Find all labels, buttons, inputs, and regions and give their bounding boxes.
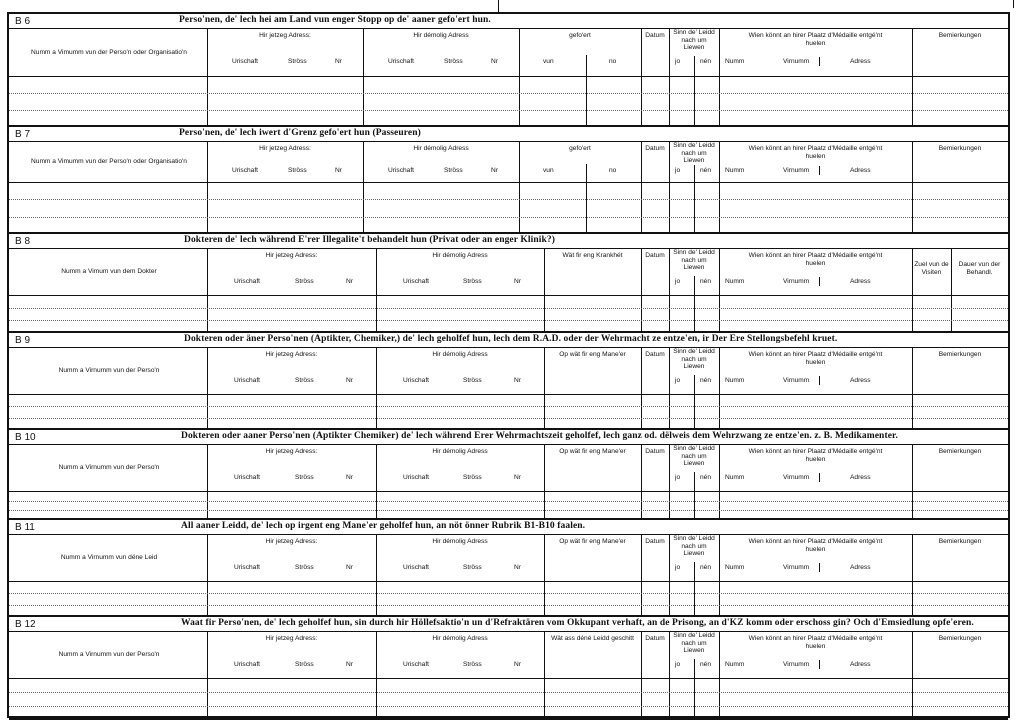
nr-label: Nr (335, 58, 342, 65)
section-header (9, 127, 1008, 142)
section-title: Dokteren de' lech während E'rer Illegalite't behandelt hun (Privat oder an enger Klinik?) (184, 235, 555, 245)
section-table (9, 29, 1008, 127)
column-line (544, 445, 545, 518)
virnumm-label: Virnumm (783, 564, 810, 571)
nen-label: nén (700, 474, 712, 481)
datum-header: Datum (645, 351, 665, 358)
current-address-header: Hir jetzeg Adress: (265, 538, 318, 545)
section-code: B 11 (15, 522, 35, 533)
column-line (363, 142, 364, 232)
row-line (9, 491, 1008, 492)
special-sub-no: no (609, 167, 617, 174)
dotted-row-line (9, 406, 1008, 407)
nr-label: Nr (514, 474, 521, 481)
numm-label: Numm (725, 278, 745, 285)
nr-label: Nr (491, 167, 498, 174)
medaille-tick (819, 563, 820, 572)
previous-address-header: Hir démolig Adress (432, 448, 488, 455)
column-line (641, 445, 642, 518)
urschaft-label: Urischaft (403, 564, 430, 571)
column-line (641, 142, 642, 232)
name-column-header: Numm a Virnumm vun dëne Leid (60, 554, 158, 561)
column-line (376, 535, 377, 615)
section-table (9, 632, 1008, 720)
column-line (376, 348, 377, 428)
previous-address-header: Hir démolig Adress (413, 145, 469, 152)
name-column-header: Numm a Virnumm vun der Perso'n (58, 464, 160, 471)
nen-label: nén (700, 377, 712, 384)
dotted-row-line (9, 418, 1008, 419)
section-b-9 (9, 333, 1008, 430)
medaille-header: Wien könnt an hirer Plaatz d'Médaille entgé'nt huelen (748, 448, 883, 463)
dotted-row-line (9, 605, 1008, 606)
datum-header: Datum (645, 538, 665, 545)
alive-subcolumn-line (694, 56, 695, 125)
stross-label: Ströss (288, 58, 307, 65)
numm-label: Numm (725, 564, 745, 571)
stross-label: Ströss (295, 661, 314, 668)
datum-header: Datum (645, 635, 665, 642)
urschaft-label: Urischaft (234, 564, 261, 571)
urschaft-label: Urischaft (388, 58, 415, 65)
column-line (719, 142, 720, 232)
medaille-tick (819, 57, 820, 66)
alive-header: Sinn de' Leidd nach um Liewen (673, 142, 715, 164)
column-line (669, 249, 670, 331)
alive-subcolumn-line (694, 165, 695, 232)
previous-address-header: Hir démolig Adress (432, 252, 488, 259)
section-code: B 10 (15, 432, 36, 443)
urschaft-label: Urischaft (234, 377, 261, 384)
column-line (207, 535, 208, 615)
urschaft-label: Urischaft (403, 474, 430, 481)
section-title: All aaner Leidd, de' lech op irgent eng Mane'er geholfef hun, an nöt önner Rubrik B1-B10 faalen. (181, 521, 586, 531)
urschaft-label: Urischaft (234, 474, 261, 481)
section-code: B 6 (15, 16, 31, 27)
column-line (719, 445, 720, 518)
nr-label: Nr (514, 661, 521, 668)
dotted-row-line (9, 692, 1008, 693)
section-header (9, 234, 1008, 249)
column-line (719, 249, 720, 331)
numm-label: Numm (725, 474, 745, 481)
medaille-header: Wien könnt an hirer Plaatz d'Médaille entgé'nt huelen (748, 635, 883, 650)
medaille-header: Wien könnt an hirer Plaatz d'Médaille entgé'nt huelen (748, 32, 883, 47)
row-line (9, 295, 1008, 296)
dotted-row-line (9, 706, 1008, 707)
name-column-header: Numm a Virnumm vun der Perso'n (58, 367, 160, 374)
current-address-header: Hir jetzeg Adress: (259, 145, 311, 152)
top-crop-mark (498, 0, 499, 12)
column-line (641, 348, 642, 428)
alive-header: Sinn de' Leidd nach um Liewen (673, 535, 715, 557)
section-b-11 (9, 520, 1008, 617)
column-line (669, 445, 670, 518)
nr-label: Nr (514, 377, 521, 384)
medaille-header: Wien könnt an hirer Plaatz d'Médaille entgé'nt huelen (748, 145, 883, 160)
nr-label: Nr (335, 167, 342, 174)
column-line (669, 142, 670, 232)
stross-label: Ströss (295, 474, 314, 481)
stross-label: Ströss (463, 278, 482, 285)
special-subcolumn-line (586, 55, 587, 125)
section-title: Perso'nen, de' lech hei am Land vun enger Stopp op de' aaner gefo'ert hun. (179, 15, 491, 25)
current-address-header: Hir jetzeg Adress: (265, 635, 318, 642)
medaille-header: Wien könnt an hirer Plaatz d'Médaille entgé'nt huelen (748, 351, 883, 366)
column-line (912, 445, 913, 518)
special-column-header: Wät fir eng Krankhét (562, 252, 623, 259)
dotted-row-line (9, 510, 1008, 511)
section-code: B 7 (15, 129, 31, 140)
column-line (951, 249, 952, 331)
virnumm-label: Virnumm (783, 278, 810, 285)
column-line (207, 348, 208, 428)
alive-header: Sinn de' Leidd nach um Liewen (673, 29, 715, 51)
virnumm-label: Virnumm (783, 474, 810, 481)
section-b-10 (9, 430, 1008, 520)
stross-label: Ströss (295, 377, 314, 384)
remarks-header: Bemierkungen (938, 32, 982, 39)
jo-label: jo (675, 474, 681, 481)
special-column-header: Op wät fir eng Mane'er (559, 448, 626, 455)
section-b-8 (9, 234, 1008, 333)
virnumm-label: Virnumm (783, 167, 810, 174)
section-header (9, 617, 1008, 632)
datum-header: Datum (645, 32, 665, 39)
nr-label: Nr (514, 278, 521, 285)
column-line (376, 445, 377, 518)
dotted-row-line (9, 217, 1008, 218)
virnumm-label: Virnumm (783, 661, 810, 668)
section-title: Dokteren oder aaner Perso'nen (Aptikter Chemiker) de' lech während Erer Wehrmachtszeit geholfef, lech ganz od. dëlweis dem Wehrzwang ze entze'en. z. B. Medikamenter. (181, 431, 898, 441)
nr-label: Nr (346, 661, 353, 668)
column-line (544, 249, 545, 331)
column-line (641, 249, 642, 331)
remarks-header: Bemierkungen (938, 635, 982, 642)
section-title: Dokteren oder äner Perso'nen (Aptikter, Chemiker,) de' lech geholfef hun, lech dem R.A.D. oder der Wehrmacht ze entze'en, ir Der Ere Stellongsbefehl kruet. (184, 334, 838, 344)
row-line (9, 678, 1008, 679)
name-column-header: Numm a Virnumm vun der Perso'n (58, 651, 160, 658)
alive-subcolumn-line (694, 375, 695, 428)
virnumm-label: Virnumm (783, 377, 810, 384)
alive-header: Sinn de' Leidd nach um Liewen (673, 249, 715, 271)
row-line (9, 76, 1008, 77)
name-column-header: Numm a Vimum vun dem Dokter (61, 268, 157, 275)
section-table (9, 348, 1008, 430)
urschaft-label: Urischaft (232, 167, 259, 174)
medaille-header: Wien könnt an hirer Plaatz d'Médaille entgé'nt huelen (748, 538, 883, 553)
section-title: Waat fir Perso'nen, de' lech geholfef hun, sin durch hir Höllefsaktio'n un d'Refraktären vom Okkupant verhaft, an de Prisong, an d'KZ komm oder erschoss gin? Och d'Emsiedlung opfe'eren. (181, 618, 974, 628)
urschaft-label: Urischaft (403, 377, 430, 384)
section-code: B 9 (15, 335, 31, 346)
column-line (544, 348, 545, 428)
special-column-header: Op wät fir eng Mane'er (559, 351, 626, 358)
nen-label: nén (700, 167, 712, 174)
column-line (912, 348, 913, 428)
adress-label: Adress (850, 474, 871, 481)
current-address-header: Hir jetzeg Adress: (265, 252, 318, 259)
numm-label: Numm (725, 58, 745, 65)
urschaft-label: Urischaft (403, 661, 430, 668)
dotted-row-line (9, 320, 1008, 321)
column-line (641, 535, 642, 615)
remarks-header: Bemierkungen (938, 538, 982, 545)
medaille-tick (819, 660, 820, 669)
column-line (207, 142, 208, 232)
dotted-row-line (9, 593, 1008, 594)
right-crop-mark (1013, 0, 1014, 8)
section-table (9, 535, 1008, 617)
adress-label: Adress (850, 377, 871, 384)
previous-address-header: Hir démolig Adress (432, 351, 488, 358)
jo-label: jo (675, 167, 681, 174)
section-header (9, 14, 1008, 29)
stross-label: Ströss (295, 278, 314, 285)
remarks-header: Bemierkungen (938, 145, 982, 152)
row-line (9, 182, 1008, 183)
column-line (912, 142, 913, 232)
dotted-row-line (9, 501, 1008, 502)
stross-label: Ströss (463, 564, 482, 571)
section-b-7 (9, 127, 1008, 234)
column-line (719, 348, 720, 428)
datum-header: Datum (645, 145, 665, 152)
urschaft-label: Urischaft (388, 167, 415, 174)
form-sheet (7, 12, 1010, 718)
column-line (719, 535, 720, 615)
stross-label: Ströss (444, 167, 463, 174)
section-table (9, 445, 1008, 520)
section-table (9, 142, 1008, 234)
special-sub-no: no (609, 58, 617, 65)
treatment-duration-header: Dauer vun der Behandl. (958, 261, 1001, 276)
stross-label: Ströss (463, 474, 482, 481)
dotted-row-line (9, 199, 1008, 200)
adress-label: Adress (850, 564, 871, 571)
numm-label: Numm (725, 377, 745, 384)
urschaft-label: Urischaft (403, 278, 430, 285)
previous-address-header: Hir démolig Adress (413, 32, 469, 39)
row-line (9, 581, 1008, 582)
dotted-row-line (9, 93, 1008, 94)
dotted-row-line (9, 110, 1008, 111)
name-column-header: Numm a Vimumm vun der Perso'n oder Organisatio'n (31, 49, 187, 56)
column-line (912, 535, 913, 615)
section-header (9, 333, 1008, 348)
adress-label: Adress (850, 58, 871, 65)
section-b-12 (9, 617, 1008, 720)
section-code: B 12 (15, 619, 36, 630)
alive-header: Sinn de' Leidd nach um Liewen (673, 632, 715, 654)
datum-header: Datum (645, 448, 665, 455)
alive-subcolumn-line (694, 562, 695, 615)
datum-header: Datum (645, 252, 665, 259)
alive-subcolumn-line (694, 472, 695, 518)
dotted-row-line (9, 308, 1008, 309)
alive-subcolumn-line (694, 659, 695, 718)
nen-label: nén (700, 661, 712, 668)
nr-label: Nr (346, 377, 353, 384)
special-column-header: Op wät fir eng Mane'er (559, 538, 626, 545)
current-address-header: Hir jetzeg Adress: (259, 32, 311, 39)
column-line (376, 249, 377, 331)
adress-label: Adress (850, 278, 871, 285)
jo-label: jo (675, 661, 681, 668)
column-line (544, 535, 545, 615)
nr-label: Nr (491, 58, 498, 65)
section-code: B 8 (15, 236, 31, 247)
section-title: Perso'nen, de' lech iwert d'Grenz gefo'ert hun (Passeuren) (179, 128, 421, 138)
adress-label: Adress (850, 167, 871, 174)
section-table (9, 249, 1008, 333)
stross-label: Ströss (463, 377, 482, 384)
urschaft-label: Urischaft (232, 58, 259, 65)
section-b-6 (9, 14, 1008, 127)
name-column-header: Numm a Vimumm vun der Perso'n oder Organisatio'n (31, 158, 187, 165)
row-line (9, 394, 1008, 395)
jo-label: jo (675, 377, 681, 384)
current-address-header: Hir jetzeg Adress: (265, 351, 318, 358)
jo-label: jo (675, 58, 681, 65)
stross-label: Ströss (463, 661, 482, 668)
nen-label: nén (700, 58, 712, 65)
alive-header: Sinn de' Leidd nach um Liewen (673, 348, 715, 370)
column-line (519, 142, 520, 232)
column-line (669, 348, 670, 428)
section-header (9, 430, 1008, 445)
adress-label: Adress (850, 661, 871, 668)
nr-label: Nr (346, 564, 353, 571)
nen-label: nén (700, 278, 712, 285)
special-sub-vun: vun (543, 58, 554, 65)
jo-label: jo (675, 278, 681, 285)
medaille-tick (819, 166, 820, 175)
remarks-header: Bemierkungen (938, 351, 982, 358)
virnumm-label: Virnumm (783, 58, 810, 65)
stross-label: Ströss (288, 167, 307, 174)
medaille-tick (819, 277, 820, 286)
numm-label: Numm (725, 661, 745, 668)
column-line (207, 249, 208, 331)
visits-header: Zuel vun de Visiten (914, 261, 949, 276)
urschaft-label: Urischaft (234, 278, 261, 285)
nr-label: Nr (514, 564, 521, 571)
previous-address-header: Hir démolig Adress (432, 538, 488, 545)
medaille-tick (819, 376, 820, 385)
medaille-tick (819, 473, 820, 482)
nr-label: Nr (346, 474, 353, 481)
nen-label: nén (700, 564, 712, 571)
column-line (207, 445, 208, 518)
alive-header: Sinn de' Leidd nach um Liewen (673, 445, 715, 467)
stross-label: Ströss (295, 564, 314, 571)
urschaft-label: Urischaft (234, 661, 261, 668)
alive-subcolumn-line (694, 276, 695, 331)
section-header (9, 520, 1008, 535)
special-column-header: Wät ass déné Leidd geschitt (551, 635, 634, 642)
special-column-header: gefo'ert (569, 32, 591, 39)
numm-label: Numm (725, 167, 745, 174)
special-column-header: gefo'ert (569, 145, 591, 152)
column-line (669, 535, 670, 615)
special-subcolumn-line (586, 164, 587, 232)
previous-address-header: Hir démolig Adress (432, 635, 488, 642)
jo-label: jo (675, 564, 681, 571)
remarks-header: Bemierkungen (938, 448, 982, 455)
medaille-header: Wien könnt an hirer Plaatz d'Médaille entgé'nt huelen (748, 252, 883, 267)
nr-label: Nr (346, 278, 353, 285)
stross-label: Ströss (444, 58, 463, 65)
special-sub-vun: vun (543, 167, 554, 174)
current-address-header: Hir jetzeg Adress: (265, 448, 318, 455)
